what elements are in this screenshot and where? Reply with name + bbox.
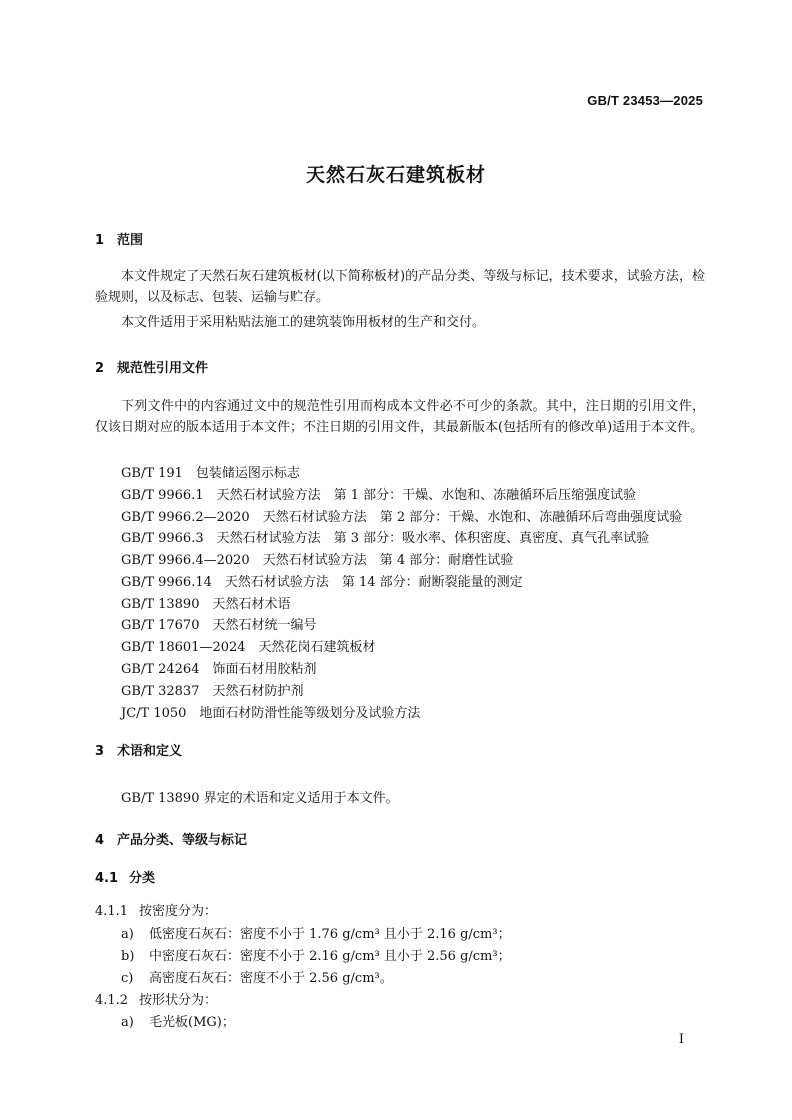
terms-definition-text: GB/T 13890 界定的术语和定义适用于本文件。 [121, 791, 399, 806]
reference-item: GB/T 9966.3 天然石材试验方法 第 3 部分：吸水率、体积密度、真密度、真气孔率试验 [121, 531, 650, 546]
list-item-label: a) [121, 927, 134, 942]
section-1-heading [95, 229, 143, 248]
list-item-text: 低密度石灰石：密度不小于 1.76 g/cm³ 且小于 2.16 g/cm³； [149, 927, 511, 942]
reference-item: GB/T 9966.14 天然石材试验方法 第 14 部分：耐断裂能量的测定 [121, 575, 523, 590]
reference-item: GB/T 17670 天然石材统一编号 [121, 618, 317, 633]
subsection-4-1-heading [95, 867, 155, 886]
section-title: 范围 [117, 233, 144, 248]
reference-item: GB/T 9966.4—2020 天然石材试验方法 第 4 部分：耐磨性试验 [121, 553, 514, 568]
list-item [121, 967, 393, 986]
section-number: 2 [95, 361, 105, 376]
list-item [121, 923, 511, 942]
normative-references-intro: 下列文件中的内容通过文中的规范性引用而构成本文件必不可少的条款。其中，注日期的引用文件，仅该日期对应的版本适用于本文件；不注日期的引用文件，其最新版本(包括所有的修改单)适用于本文件。 [95, 399, 705, 435]
reference-item: GB/T 9966.2—2020 天然石材试验方法 第 2 部分：干燥、水饱和、冻融循环后弯曲强度试验 [121, 510, 683, 525]
section-4-heading [95, 829, 247, 848]
subsection-number: 4.1 [95, 871, 119, 886]
list-item-text: 高密度石灰石：密度不小于 2.56 g/cm³。 [149, 971, 393, 986]
section-number: 4 [95, 833, 105, 848]
subsection-title: 分类 [129, 871, 156, 886]
list-item-label: a) [121, 1015, 134, 1030]
clause-4-1-2 [95, 989, 217, 1008]
scope-paragraph-1: 本文件规定了天然石灰石建筑板材(以下简称板材)的产品分类、等级与标记，技术要求，试验方法，检验规则，以及标志、包装、运输与贮存。 [95, 269, 705, 305]
reference-item: GB/T 191 包装储运图示标志 [121, 466, 300, 481]
list-item [121, 1011, 235, 1030]
section-title: 术语和定义 [117, 744, 183, 759]
list-item-label: b) [121, 949, 135, 964]
standard-number: GB/T 23453—2025 [587, 93, 703, 108]
section-number: 3 [95, 744, 105, 759]
section-title: 规范性引用文件 [117, 361, 209, 376]
clause-number: 4.1.2 [95, 993, 129, 1008]
reference-item: GB/T 13890 天然石材术语 [121, 597, 291, 612]
list-item [121, 945, 511, 964]
list-item-text: 毛光板(MG)； [149, 1015, 235, 1030]
document-title: 天然石灰石建筑板材 [305, 164, 486, 186]
page-number: I [678, 1032, 684, 1047]
clause-title: 按形状分为： [139, 993, 218, 1008]
reference-item: JC/T 1050 地面石材防滑性能等级划分及试验方法 [121, 706, 421, 721]
list-item-label: c) [121, 971, 134, 986]
reference-item: GB/T 9966.1 天然石材试验方法 第 1 部分：干燥、水饱和、冻融循环后压缩强度试验 [121, 488, 637, 503]
section-title: 产品分类、等级与标记 [117, 833, 248, 848]
list-item-text: 中密度石灰石：密度不小于 2.16 g/cm³ 且小于 2.56 g/cm³； [149, 949, 511, 964]
clause-4-1-1 [95, 900, 217, 919]
section-2-heading [95, 357, 208, 376]
section-number: 1 [95, 233, 105, 248]
reference-item: GB/T 32837 天然石材防护剂 [121, 684, 304, 699]
reference-item: GB/T 18601—2024 天然花岗石建筑板材 [121, 640, 376, 655]
section-3-heading [95, 740, 182, 759]
reference-item: GB/T 24264 饰面石材用胶粘剂 [121, 662, 317, 677]
clause-title: 按密度分为： [139, 904, 218, 919]
scope-paragraph-2: 本文件适用于采用粘贴法施工的建筑装饰用板材的生产和交付。 [121, 315, 486, 330]
clause-number: 4.1.1 [95, 904, 129, 919]
